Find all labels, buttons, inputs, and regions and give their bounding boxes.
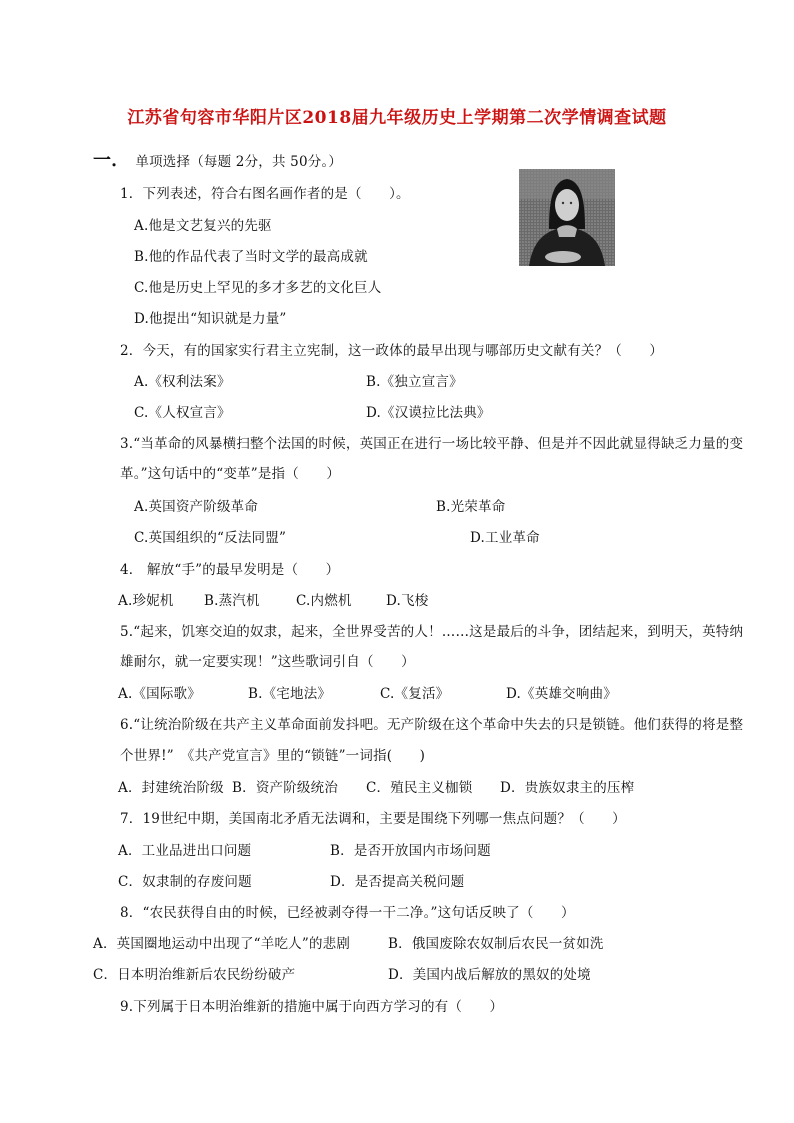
q4-option-d: D.飞梭: [386, 593, 429, 609]
q7-option-c: C．奴隶制的存废问题: [118, 874, 252, 890]
q5-option-d: D.《英雄交响曲》: [506, 686, 617, 702]
q4-option-b: B.蒸汽机: [204, 593, 260, 609]
question-6-stem-line1: 6.“让统治阶级在共产主义革命面前发抖吧。无产阶级在这个革命中失去的只是锁链。他们获得的将是整: [120, 717, 744, 733]
section-label: 单项选择（每题 2分，共 50分。）: [135, 154, 343, 170]
q1-option-c: C.他是历史上罕见的多才多艺的文化巨人: [134, 280, 382, 296]
mona-lisa-image: [519, 169, 615, 266]
q5-option-b: B.《宅地法》: [248, 686, 332, 702]
q6-option-b: B．资产阶级统治: [232, 780, 339, 796]
q8-option-b: B．俄国废除农奴制后农民一贫如洗: [388, 936, 604, 952]
question-4-stem: 4． 解放“手”的最早发明是（ ）: [120, 562, 340, 578]
q4-option-a: A.珍妮机: [118, 593, 174, 609]
q5-option-c: C.《复活》: [380, 686, 450, 702]
q6-option-d: D．贵族奴隶主的压榨: [500, 780, 635, 796]
question-3-stem-line2: 革。”这句话中的“变革”是指（ ）: [120, 466, 341, 482]
question-9-stem: 9.下列属于日本明治维新的措施中属于向西方学习的有（ ）: [120, 999, 504, 1015]
question-5-stem-line2: 雄耐尔，就一定要实现！”这些歌词引自（ ）: [120, 654, 415, 670]
q2-option-a: A.《权利法案》: [134, 374, 231, 390]
q6-option-a: A．封建统治阶级: [118, 780, 224, 796]
question-2-stem: 2．今天，有的国家实行君主立宪制，这一政体的最早出现与哪部历史文献有关？（ ）: [120, 343, 664, 359]
q3-option-d: D.工业革命: [470, 530, 540, 546]
q3-option-b: B.光荣革命: [436, 499, 506, 515]
exam-title: 江苏省句容市华阳片区2018届九年级历史上学期第二次学情调查试题: [127, 108, 667, 128]
q8-option-c: C．日本明治维新后农民纷纷破产: [93, 967, 296, 983]
q1-option-a: A.他是文艺复兴的先驱: [134, 218, 272, 234]
section-number: 一．: [93, 150, 130, 171]
q7-option-b: B．是否开放国内市场问题: [330, 843, 491, 859]
q2-option-d: D.《汉谟拉比法典》: [366, 405, 491, 421]
question-8-stem: 8．“农民获得自由的时候，已经被剥夺得一干二净。”这句话反映了（ ）: [120, 905, 575, 921]
question-7-stem: 7．19世纪中期，美国南北矛盾无法调和，主要是围绕下列哪一焦点问题？（ ）: [120, 811, 626, 827]
q1-option-b: B.他的作品代表了当时文学的最高成就: [134, 249, 368, 265]
question-6-stem-line2: 个世界!” 《共产党宣言》里的“锁链”一词指( ): [120, 748, 426, 764]
q8-option-a: A．英国圈地运动中出现了“羊吃人”的悲剧: [93, 936, 351, 952]
q1-option-d: D.他提出“知识就是力量”: [134, 311, 287, 327]
q2-option-c: C.《人权宣言》: [134, 405, 231, 421]
question-1-stem: 1．下列表述，符合右图名画作者的是（ ）。: [120, 186, 410, 202]
q2-option-b: B.《独立宣言》: [366, 374, 463, 390]
question-3-stem-line1: 3.“当革命的风暴横扫整个法国的时候，英国正在进行一场比较平静、但是并不因此就显得缺乏力量的变: [120, 436, 744, 452]
question-5-stem-line1: 5.“起来，饥寒交迫的奴隶，起来，全世界受苦的人！……这是最后的斗争，团结起来，到明天，英特纳: [120, 624, 744, 640]
q4-option-c: C.内燃机: [296, 593, 352, 609]
q7-option-a: A．工业品进出口问题: [118, 843, 252, 859]
q5-option-a: A.《国际歌》: [118, 686, 201, 702]
q7-option-d: D．是否提高关税问题: [330, 874, 465, 890]
section-heading: [93, 150, 343, 171]
mona-lisa-painting: [519, 169, 615, 266]
q8-option-d: D．美国内战后解放的黑奴的处境: [388, 967, 591, 983]
q3-option-c: C.英国组织的“反法同盟”: [134, 530, 287, 546]
q6-option-c: C．殖民主义枷锁: [366, 780, 473, 796]
q3-option-a: A.英国资产阶级革命: [134, 499, 259, 515]
